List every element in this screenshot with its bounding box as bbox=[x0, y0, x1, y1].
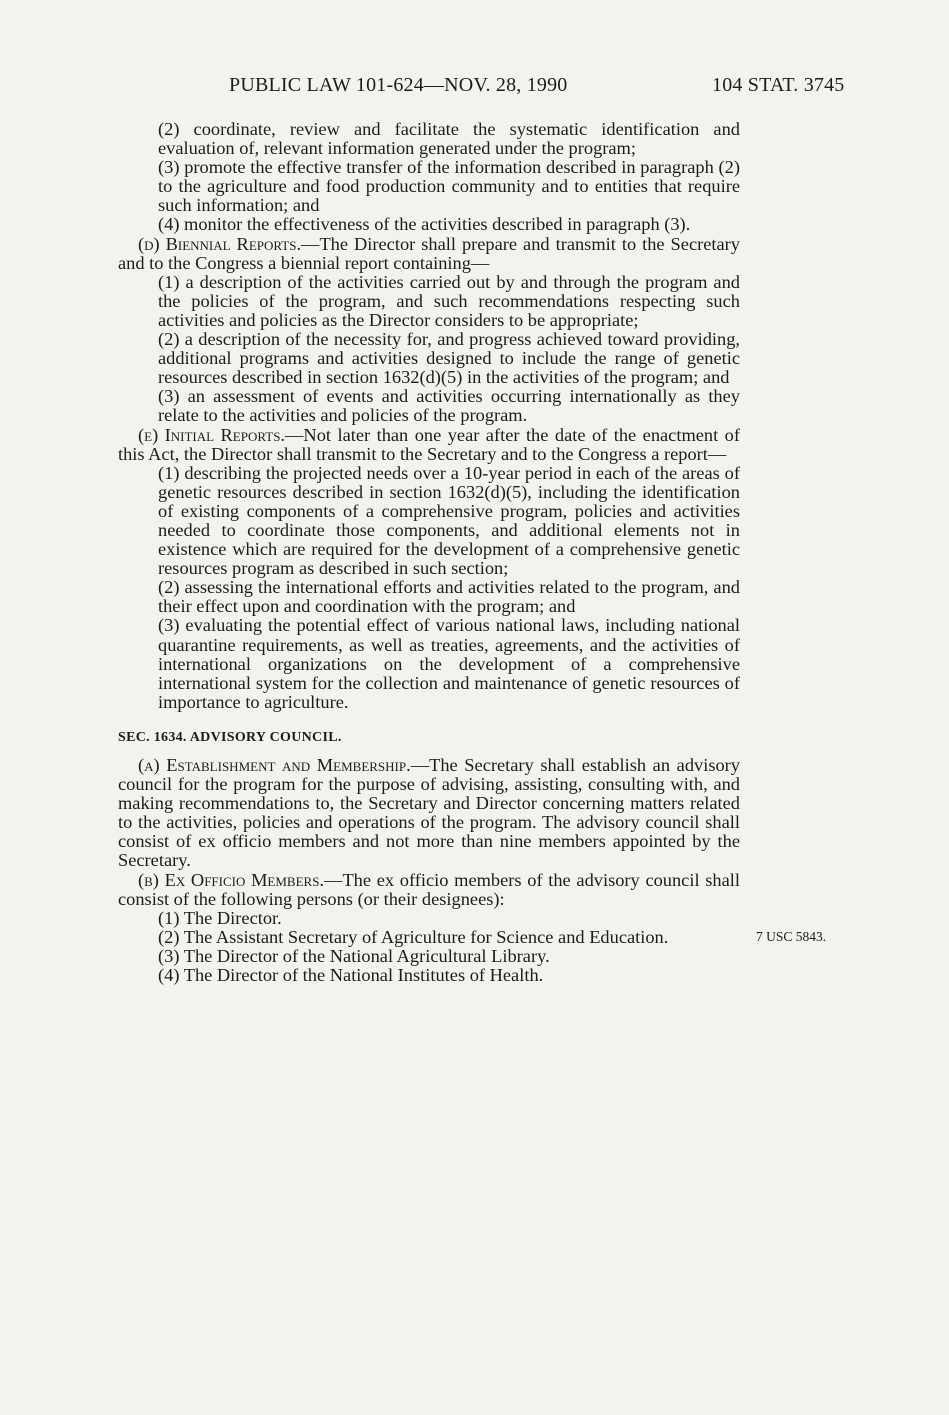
subsection-b bbox=[118, 871, 740, 909]
paragraph-b2: (2) The Assistant Secretary of Agriculture for Science and Education. bbox=[158, 926, 669, 947]
subsection-b-text: —The ex officio members of the advisory council shall consist of the following persons (or their designees): bbox=[118, 869, 740, 909]
paragraph-d3: (3) an assessment of events and activities occurring internationally as they relate to the activities and policies of the program. bbox=[158, 386, 740, 426]
paragraph-c4: (4) monitor the effectiveness of the activities described in paragraph (3). bbox=[158, 214, 691, 235]
law-title: PUBLIC LAW 101-624—NOV. 28, 1990 bbox=[229, 74, 568, 96]
paragraph-e2: (2) assessing the international efforts and activities related to the program, and their effect upon and coordination with the program; and bbox=[158, 577, 740, 617]
paragraph-e3: (3) evaluating the potential effect of various national laws, including national quarantine requirements, as well as treaties, agreements, and the activities of international organizations on the development of a comprehensive international system for the collection and maintenance of genetic resources of importance to agriculture. bbox=[158, 615, 740, 712]
paragraph-c2: (2) coordinate, review and facilitate the systematic identification and evaluation of, relevant information generated under the program; bbox=[158, 119, 740, 159]
subsection-d-heading: (d) Biennial Reports. bbox=[138, 233, 302, 254]
paragraph-b1: (1) The Director. bbox=[158, 907, 282, 928]
section-heading: SEC. 1634. ADVISORY COUNCIL. bbox=[118, 729, 342, 745]
subsection-a bbox=[118, 756, 740, 871]
paragraph-d1: (1) a description of the activities carried out by and through the program and the policies of the program, and such recommendations respecting such activities and policies as the Director considers to be appropriate; bbox=[158, 271, 740, 330]
page-header bbox=[0, 74, 949, 98]
subsection-e-text: —Not later than one year after the date of the enactment of this Act, the Director shall transmit to the Secretary and to the Congress a report— bbox=[118, 424, 740, 464]
subsection-a-heading: (a) Establishment and Membership. bbox=[138, 755, 411, 775]
subsection-d-text: —The Director shall prepare and transmit to the Secretary and to the Congress a biennial report containing— bbox=[118, 233, 740, 273]
paragraph-d2: (2) a description of the necessity for, and progress achieved toward providing, additional programs and activities designed to include the range of genetic resources described in section 1632(d)(5) in the activities of the program; and bbox=[158, 329, 740, 388]
usc-margin-note: 7 USC 5843. bbox=[756, 929, 827, 944]
subsection-d bbox=[118, 235, 740, 273]
document-body bbox=[118, 120, 740, 985]
subsection-a-text: —The Secretary shall establish an advisory council for the program for the purpose of advising, assisting, consulting with, and making recommendations to, the Secretary and Director concerning matters related to the activities, policies and operations of the program. The advisory council shall consist of ex officio members and not more than nine members appointed by the Secretary. bbox=[118, 755, 740, 871]
paragraph-e1: (1) describing the projected needs over a 10-year period in each of the areas of genetic resources described in section 1632(d)(5), including the identification of existing components of a comprehensive program, policies and activities needed to coordinate those components, and additional elements not in existence which are required for the development of a comprehensive genetic resources program as described in such section; bbox=[158, 462, 740, 579]
paragraph-c3: (3) promote the effective transfer of the information described in paragraph (2) to the agriculture and food production community and to entities that require such information; and bbox=[158, 157, 740, 216]
subsection-b-heading: (b) Ex Officio Members. bbox=[138, 869, 325, 890]
stat-page-number: 104 STAT. 3745 bbox=[712, 74, 845, 96]
paragraph-b4: (4) The Director of the National Institutes of Health. bbox=[158, 965, 544, 986]
subsection-e bbox=[118, 426, 740, 464]
subsection-e-heading: (e) Initial Reports. bbox=[138, 424, 286, 445]
paragraph-b3: (3) The Director of the National Agricultural Library. bbox=[158, 945, 550, 966]
